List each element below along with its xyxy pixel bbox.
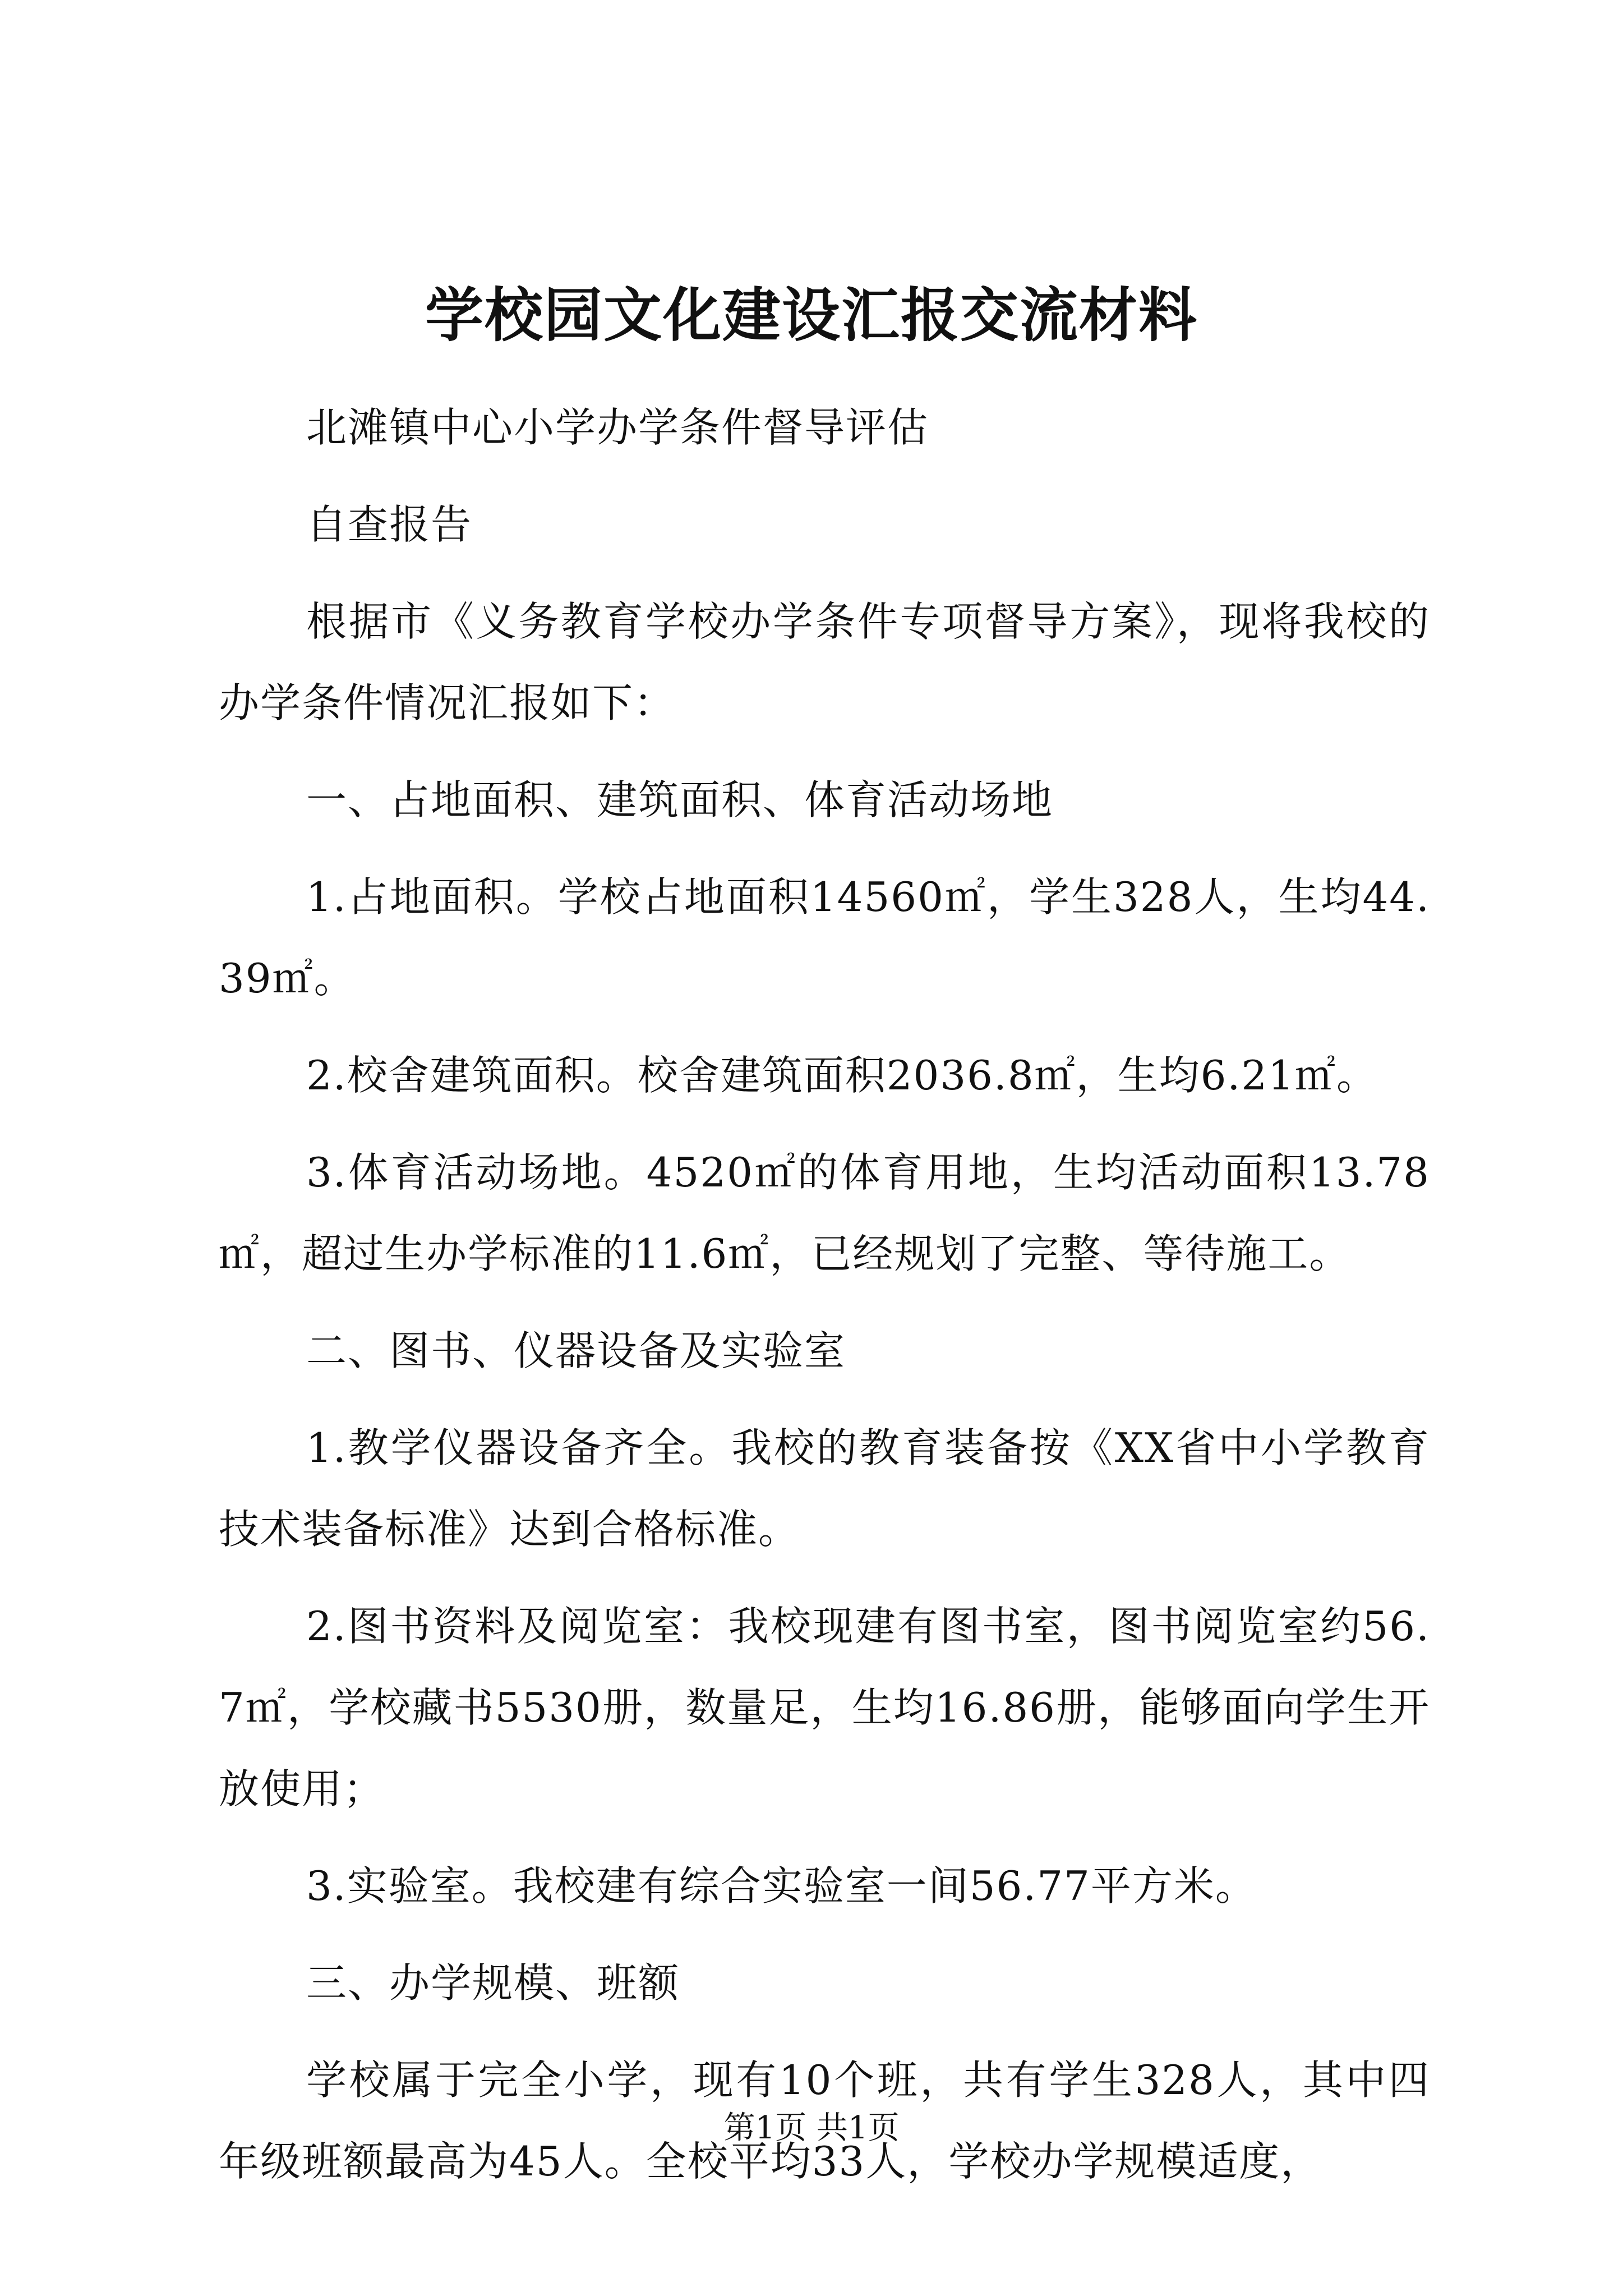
paragraph-school-name: 北滩镇中心小学办学条件督导评估 — [306, 404, 929, 451]
paragraph-laboratory: 3.实验室。我校建有综合实验室一间56.77平方米。 — [306, 1862, 1257, 1910]
page-footer: 第1页 共1页 — [723, 2110, 900, 2146]
paragraph-equipment: 1.教学仪器设备齐全。我校的教育装备按《XX省中小学教育技术装备标准》达到合格标准。 — [219, 1424, 1430, 1553]
section-heading-scale: 三、办学规模、班额 — [306, 1959, 680, 2007]
paragraph-intro: 根据市《义务教育学校办学条件专项督导方案》，现将我校的办学条件情况汇报如下： — [219, 598, 1430, 726]
paragraph-report-title: 自查报告 — [306, 501, 473, 548]
paragraph-land-area: 1.占地面积。学校占地面积14560㎡，学生328人，生均44.39㎡。 — [219, 873, 1430, 1002]
paragraph-library: 2.图书资料及阅览室：我校现建有图书室，图书阅览室约56.7㎡，学校藏书5530册，数量足，生均16.86册，能够面向学生开放使用； — [219, 1603, 1430, 1812]
section-heading-area: 一、占地面积、建筑面积、体育活动场地 — [306, 776, 1054, 823]
document-title: 学校园文化建设汇报交流材料 — [425, 280, 1198, 349]
paragraph-building-area: 2.校舍建筑面积。校舍建筑面积2036.8㎡，生均6.21㎡。 — [306, 1052, 1378, 1099]
section-heading-equipment: 二、图书、仪器设备及实验室 — [306, 1327, 846, 1374]
document-body — [219, 387, 1430, 2218]
paragraph-scale: 学校属于完全小学，现有10个班，共有学生328人，其中四年级班额最高为45人。全校平均33人，学校办学规模适度， — [219, 2056, 1430, 2185]
paragraph-sports-field: 3.体育活动场地。4520㎡的体育用地，生均活动面积13.78㎡，超过生办学标准的11.6㎡，已经规划了完整、等待施工。 — [219, 1149, 1430, 1277]
